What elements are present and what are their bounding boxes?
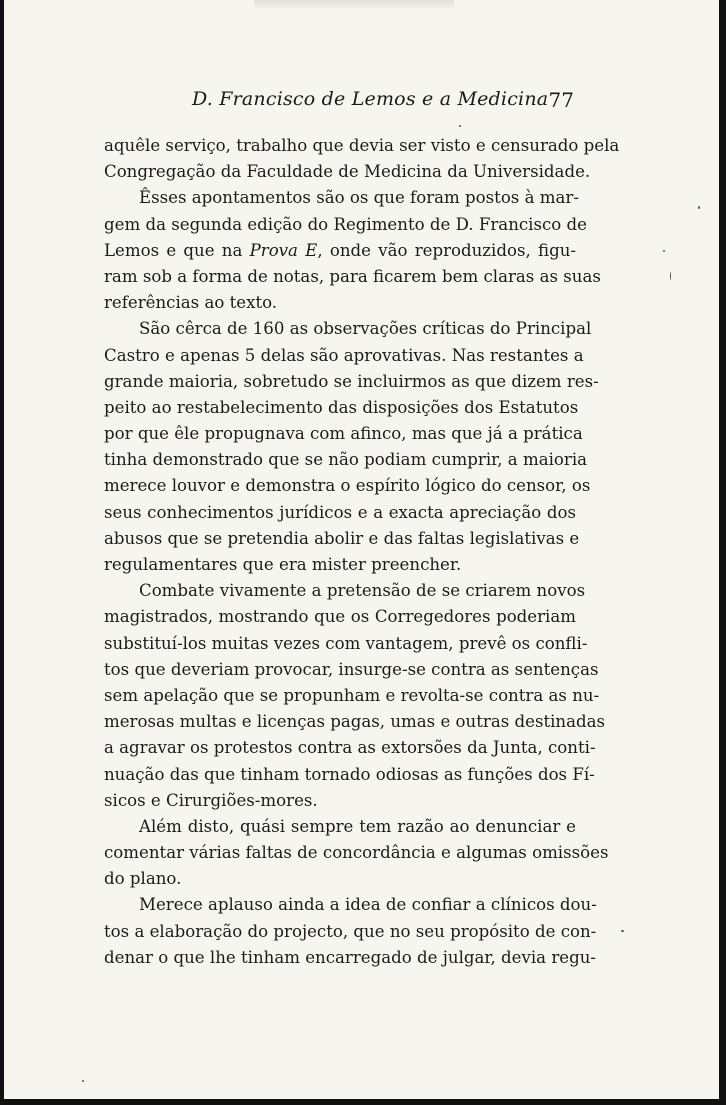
scan-speck — [670, 272, 671, 280]
text-line: abusos que se pretendia abolir e das faltas legislativas e — [104, 528, 580, 548]
text-line: merosas multas e licenças pagas, umas e outras destinadas — [104, 712, 606, 732]
text-line: Êsses apontamentos são os que foram postos à mar- — [139, 188, 579, 208]
text-line: denar o que lhe tinham encarregado de julgar, devia regu- — [104, 947, 597, 967]
text-line: Castro e apenas 5 delas são aprovativas. Nas restantes a — [104, 345, 584, 365]
running-head — [104, 88, 576, 118]
scan-speck — [698, 206, 700, 209]
text-line: São cêrca de 160 as observações críticas do Principal — [139, 319, 592, 339]
text-line: Congregação da Faculdade de Medicina da Universidade. — [104, 162, 591, 182]
italic-reference: Prova E — [249, 240, 318, 260]
text-line: tos a elaboração do projecto, que no seu propósito de con- — [104, 921, 597, 941]
text-line: tinha demonstrado que se não podiam cumprir, a maioria — [104, 450, 588, 470]
text-line: comentar várias faltas de concordância e algumas omissões — [104, 843, 609, 863]
running-title: D. Francisco de Lemos e a Medicina — [192, 88, 549, 110]
scan-speck — [621, 930, 624, 932]
scan-smudge — [254, 0, 454, 10]
text-line: sicos e Cirurgiões-mores. — [104, 790, 318, 810]
text-line: sem apelação que se propunham e revolta-se contra as nu- — [104, 685, 600, 705]
text-line: seus conhecimentos jurídicos e a exacta apreciação dos — [104, 502, 576, 522]
page-number: 77 — [548, 88, 574, 112]
text-line: Merece aplauso ainda a idea de confiar a clínicos dou- — [139, 895, 597, 915]
scan-speck — [82, 1080, 84, 1082]
text-line: do plano. — [104, 869, 182, 889]
text-line: magistrados, mostrando que os Corregedores poderiam — [104, 607, 576, 627]
text-line: referências ao texto. — [104, 293, 278, 313]
text-line: grande maioria, sobretudo se incluirmos as que dizem res- — [104, 371, 599, 391]
text-line: Lemos e que na Prova E, onde vão reproduzidos, figu- — [104, 240, 576, 260]
text-line: gem da segunda edição do Regimento de D. Francisco de — [104, 214, 587, 234]
text-line: Além disto, quási sempre tem razão ao denunciar e — [139, 816, 576, 836]
text-line: tos que deveriam provocar, insurge-se contra as sentenças — [104, 659, 599, 679]
text-line: peito ao restabelecimento das disposições dos Estatutos — [104, 397, 579, 417]
text-line: a agravar os protestos contra as extorsões da Junta, conti- — [104, 738, 596, 758]
text-line: Combate vivamente a pretensão de se criarem novos — [139, 581, 586, 601]
text-line: por que êle propugnava com afinco, mas que já a prática — [104, 424, 583, 444]
text-line: regulamentares que era mister preencher. — [104, 555, 462, 574]
body-text — [104, 133, 620, 971]
text-line: aquêle serviço, trabalho que devia ser visto e censurado pela — [104, 136, 620, 155]
text-line: substituí-los muitas vezes com vantagem, prevê os confli- — [104, 633, 588, 653]
text-line: nuação das que tinham tornado odiosas as funções dos Fí- — [104, 764, 595, 784]
text-line: ram sob a forma de notas, para ficarem bem claras as suas — [104, 266, 601, 286]
scan-speck — [459, 125, 461, 127]
scan-speck — [663, 250, 665, 252]
text-line: merece louvor e demonstra o espírito lógico do censor, os — [104, 476, 591, 496]
